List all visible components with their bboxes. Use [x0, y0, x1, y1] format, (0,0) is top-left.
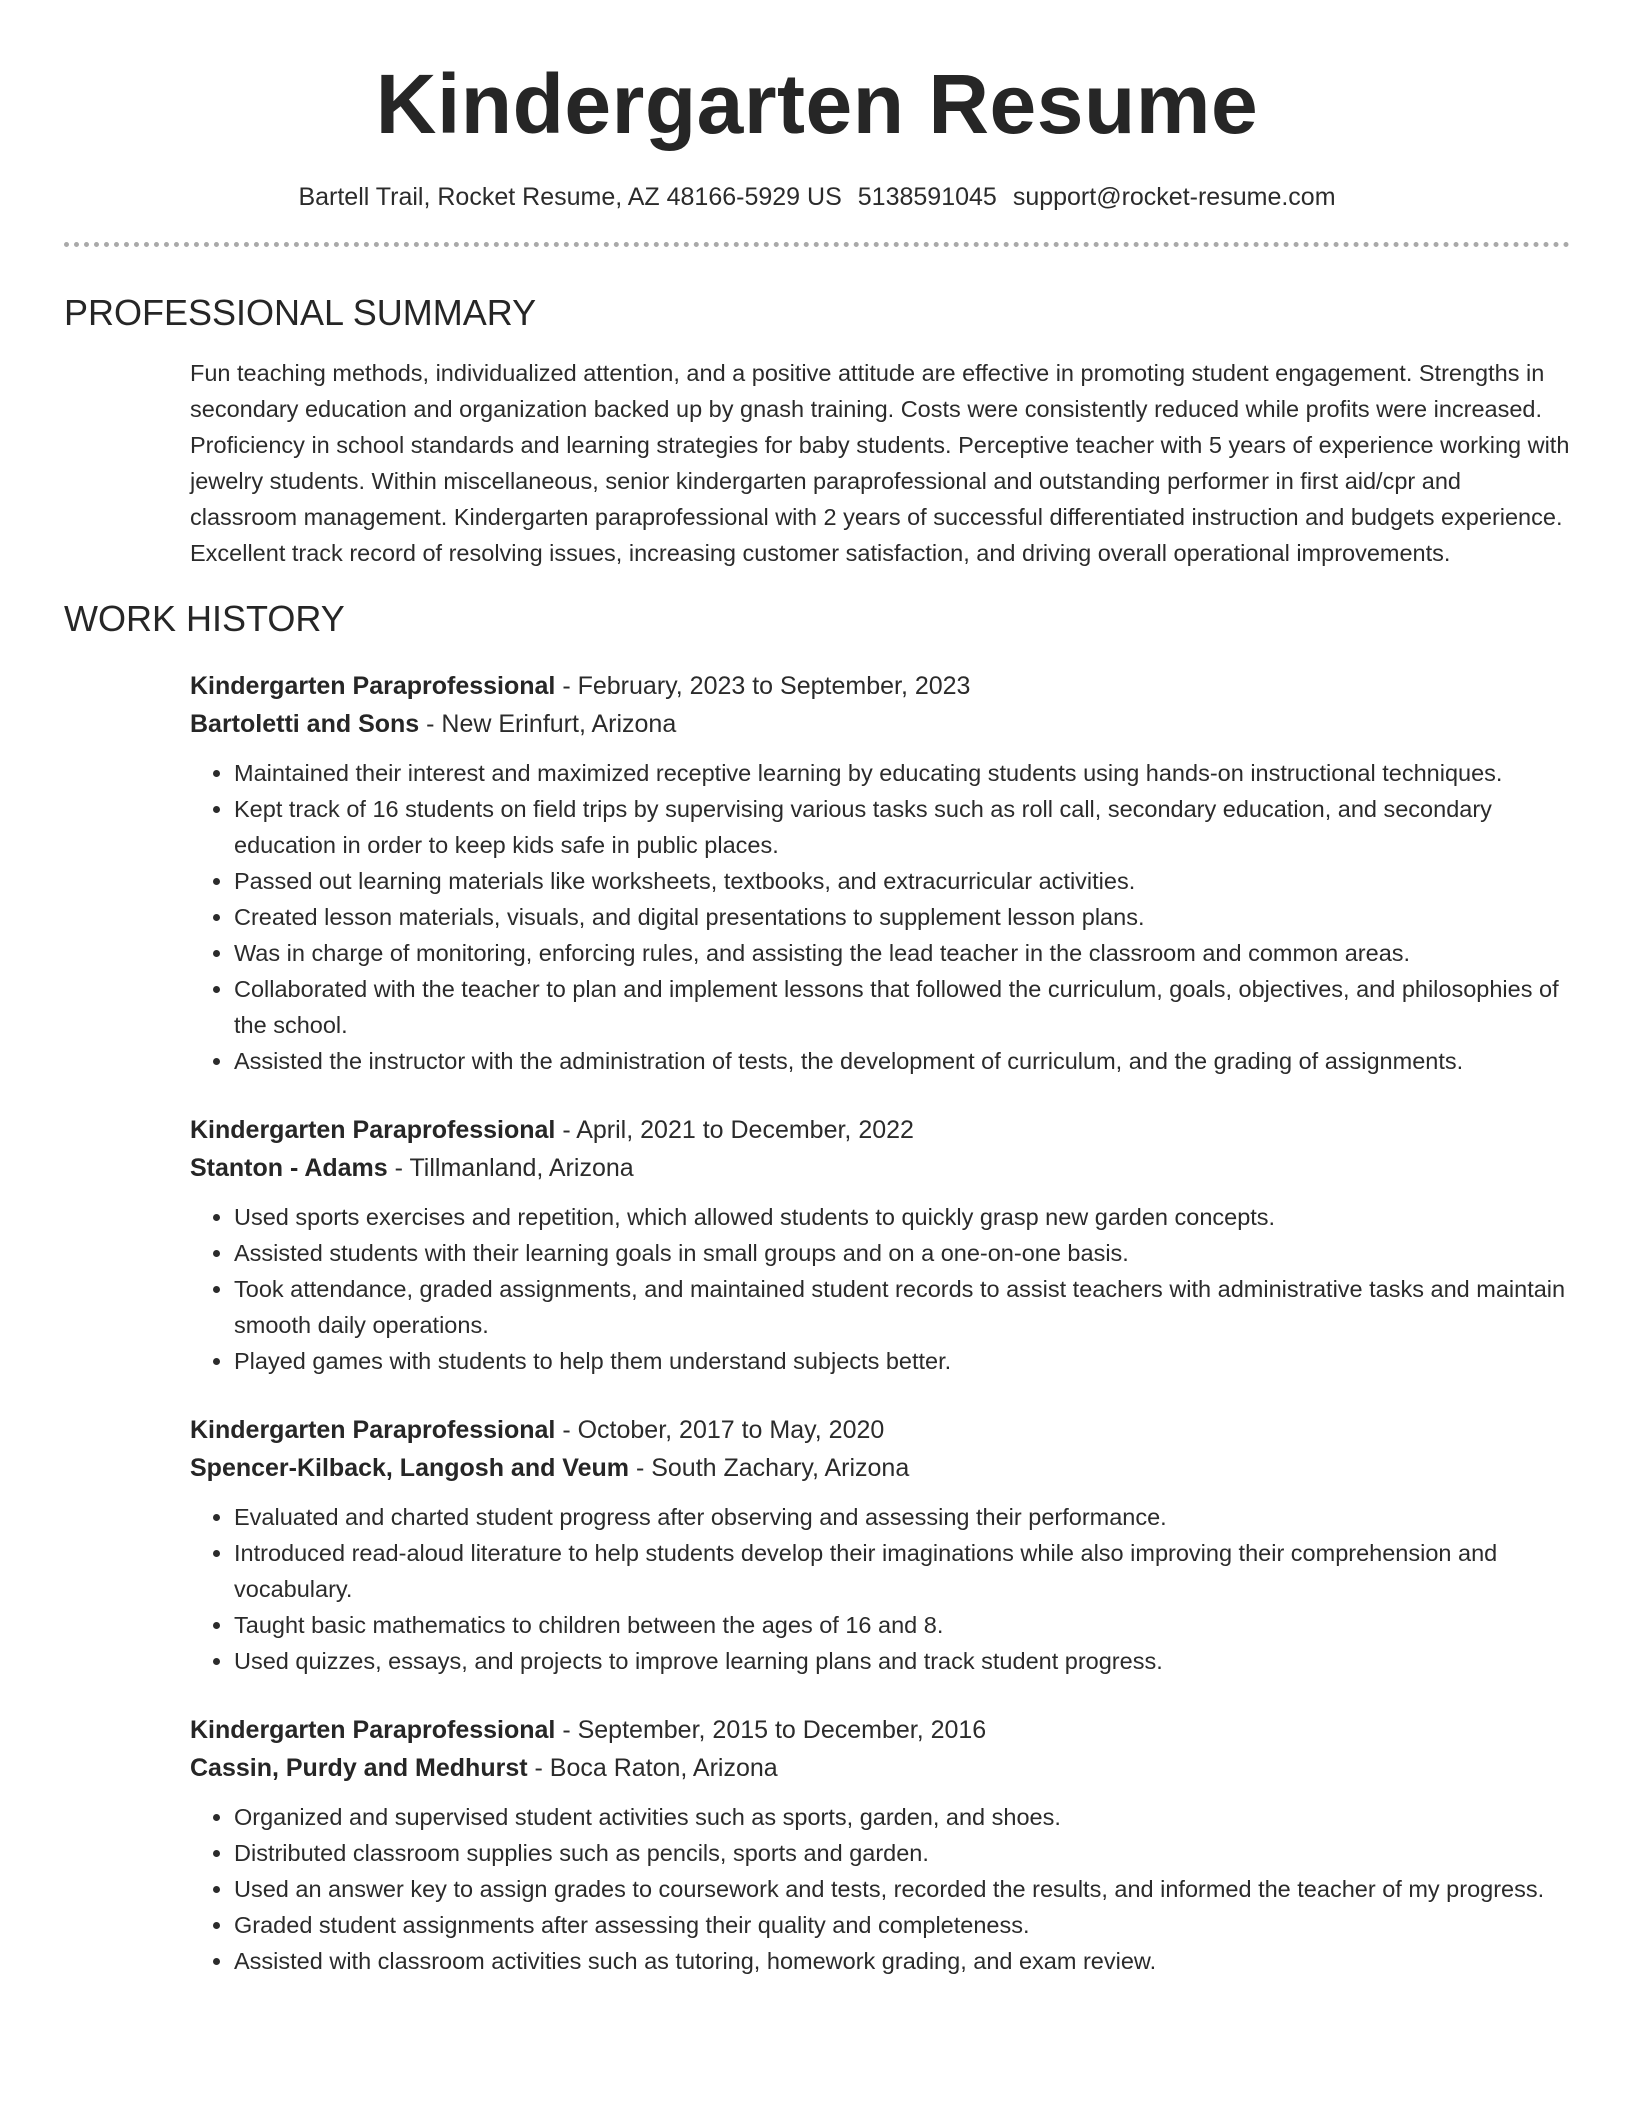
job-title: Kindergarten Paraprofessional: [190, 1416, 556, 1444]
job-company: Bartoletti and Sons: [190, 710, 420, 738]
job-entry: [190, 1111, 1570, 1379]
resume-title: Kindergarten Resume: [375, 57, 1259, 151]
job-company: Cassin, Purdy and Medhurst: [190, 1754, 528, 1782]
job-company-line: [190, 1449, 1570, 1487]
job-company-line: [190, 1149, 1570, 1187]
job-bullet: • Kept track of 16 students on field trips by supervising various tasks such as roll call, secondary education, and secondary education in order to keep kids safe in public places.: [234, 791, 1570, 863]
contact-address: Bartell Trail, Rocket Resume, AZ 48166-5929 US: [298, 183, 842, 211]
job-title-line: [190, 1711, 1570, 1749]
job-dates: - February, 2023 to September, 2023: [555, 672, 971, 700]
job-location: - New Erinfurt, Arizona: [419, 710, 677, 738]
job-bullet: • Was in charge of monitoring, enforcing rules, and assisting the lead teacher in the classroom and common areas.: [234, 935, 1570, 971]
job-dates: - April, 2021 to December, 2022: [555, 1116, 914, 1144]
job-bullet: • Evaluated and charted student progress after observing and assessing their performance.: [234, 1499, 1570, 1535]
job-title-line: [190, 1111, 1570, 1149]
job-bullets: [190, 1799, 1570, 1979]
job-location: - Boca Raton, Arizona: [527, 1754, 778, 1782]
work-history-heading: WORK HISTORY: [64, 598, 345, 639]
job-title: Kindergarten Paraprofessional: [190, 1116, 556, 1144]
job-entry: [190, 667, 1570, 1079]
job-bullet: • Assisted the instructor with the administration of tests, the development of curriculum, and the grading of assignments.: [234, 1043, 1570, 1079]
job-bullet: • Maintained their interest and maximized receptive learning by educating students using hands-on instructional techniques.: [234, 755, 1570, 791]
job-bullet: • Created lesson materials, visuals, and digital presentations to supplement lesson plans.: [234, 899, 1570, 935]
job-dates: - October, 2017 to May, 2020: [555, 1416, 885, 1444]
job-bullet: • Passed out learning materials like worksheets, textbooks, and extracurricular activities.: [234, 863, 1570, 899]
job-bullet: • Taught basic mathematics to children between the ages of 16 and 8.: [234, 1607, 1570, 1643]
job-bullet: • Used quizzes, essays, and projects to improve learning plans and track student progress.: [234, 1643, 1570, 1679]
header-divider: [64, 242, 1570, 247]
job-bullet: • Used sports exercises and repetition, which allowed students to quickly grasp new garden concepts.: [234, 1199, 1570, 1235]
job-company: Stanton - Adams: [190, 1154, 388, 1182]
job-entry: [190, 1411, 1570, 1679]
contact-phone: 5138591045: [857, 183, 997, 211]
job-company: Spencer-Kilback, Langosh and Veum: [190, 1454, 630, 1482]
job-bullet: • Assisted students with their learning goals in small groups and on a one-on-one basis.: [234, 1235, 1570, 1271]
job-location: - South Zachary, Arizona: [629, 1454, 910, 1482]
summary-text: Fun teaching methods, individualized attention, and a positive attitude are effective in promoting student engagement. Strengths in secondary education and organization backed up by gnash training. Costs were consistently reduced while profits were increased. Proficiency in school standards and learning strategies for baby students. Perceptive teacher with 5 years of experience working with jewelry students. Within miscellaneous, senior kindergarten paraprofessional and outstanding performer in first aid/cpr and classroom management. Kindergarten paraprofessional with 2 years of successful differentiated instruction and budgets experience. Excellent track record of resolving issues, increasing customer satisfaction, and driving overall operational improvements.: [190, 360, 1570, 566]
job-bullet: • Played games with students to help them understand subjects better.: [234, 1343, 1570, 1379]
resume-page: [64, 0, 1570, 1979]
job-bullet: • Collaborated with the teacher to plan and implement lessons that followed the curriculum, goals, objectives, and philosophies of the school.: [234, 971, 1570, 1043]
job-company-line: [190, 1749, 1570, 1787]
job-title-line: [190, 667, 1570, 705]
job-title-line: [190, 1411, 1570, 1449]
job-bullets: [190, 1499, 1570, 1679]
job-bullet: • Organized and supervised student activities such as sports, garden, and shoes.: [234, 1799, 1570, 1835]
job-bullets: [190, 755, 1570, 1079]
job-bullet: • Took attendance, graded assignments, and maintained student records to assist teachers with administrative tasks and maintain smooth daily operations.: [234, 1271, 1570, 1343]
job-bullet: • Distributed classroom supplies such as pencils, sports and garden.: [234, 1835, 1570, 1871]
job-location: - Tillmanland, Arizona: [387, 1154, 634, 1182]
summary-heading: PROFESSIONAL SUMMARY: [64, 292, 537, 333]
contact-line: [64, 180, 1570, 214]
job-entry: [190, 1711, 1570, 1979]
job-title: Kindergarten Paraprofessional: [190, 672, 556, 700]
job-dates: - September, 2015 to December, 2016: [555, 1716, 987, 1744]
job-title: Kindergarten Paraprofessional: [190, 1716, 556, 1744]
job-company-line: [190, 705, 1570, 743]
contact-email: support@rocket-resume.com: [1012, 183, 1336, 211]
job-bullet: • Used an answer key to assign grades to coursework and tests, recorded the results, and informed the teacher of my progress.: [234, 1871, 1570, 1907]
job-bullets: [190, 1199, 1570, 1379]
job-bullet: • Graded student assignments after assessing their quality and completeness.: [234, 1907, 1570, 1943]
job-bullet: • Assisted with classroom activities such as tutoring, homework grading, and exam review.: [234, 1943, 1570, 1979]
job-bullet: • Introduced read-aloud literature to help students develop their imaginations while also improving their comprehension and vocabulary.: [234, 1535, 1570, 1607]
